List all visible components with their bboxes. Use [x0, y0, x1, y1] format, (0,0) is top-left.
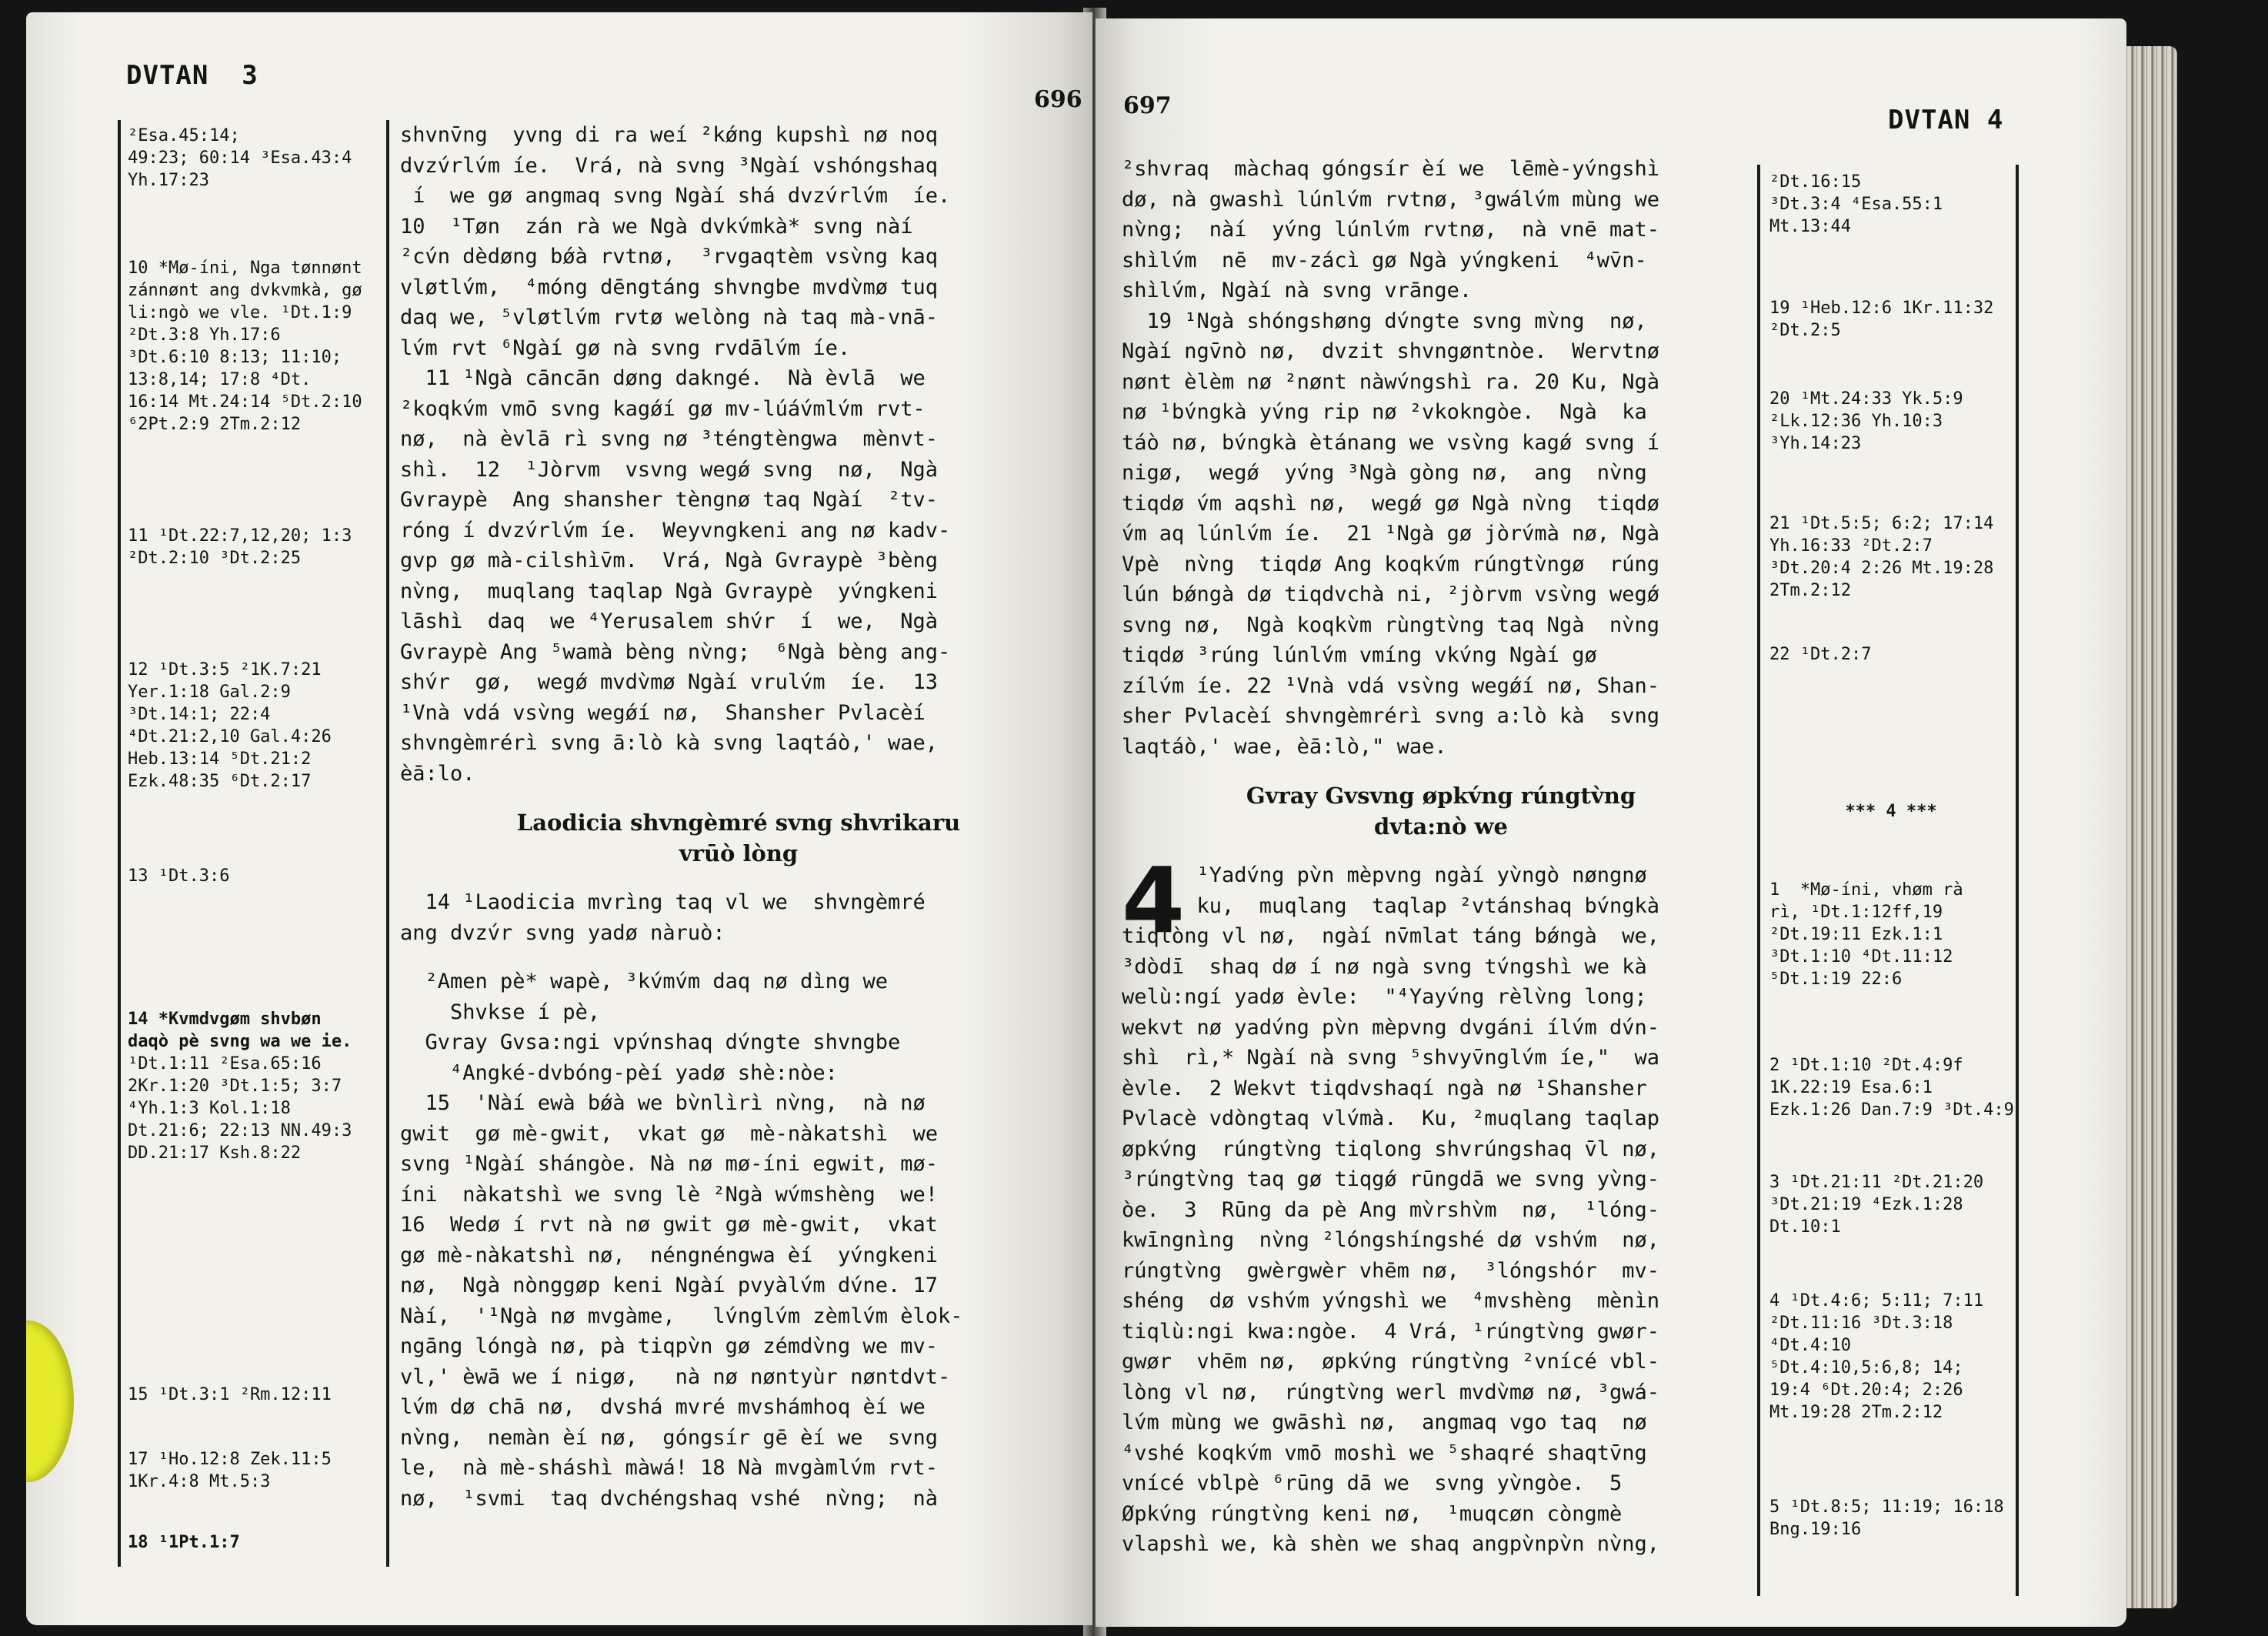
text-line: tiqdø ³rúng lúnlv́m vmíng vkv́ng Ngàí gø — [1122, 643, 1597, 667]
text-line: 20 ¹Mt.24:33 Yk.5:9 — [1769, 389, 1963, 409]
chapter-number-drop-cap: 4 — [1122, 847, 1186, 953]
text-line: 15 'Nàí ewà bǿà we bv̀nlìrì nv̀ng, nà nø — [400, 1091, 926, 1115]
text-line: 19 ¹Heb.12:6 1Kr.11:32 — [1769, 299, 1994, 318]
text-line: ¹Yadv́ng pv̀n mèpvng ngàí yv̀ngò nøngnø — [1122, 863, 1647, 887]
text-line: ²Dt.2:10 ³Dt.2:25 — [128, 549, 302, 568]
text-line: gø mè-nàkatshì nø, néngnéngwa èí yv́ngkeni — [400, 1243, 938, 1267]
right-page — [1096, 18, 2126, 1627]
running-head-right: DVTAN 4 — [1888, 105, 2004, 135]
ref-block — [1769, 297, 2013, 342]
section-heading: Laodicia shvngèmré svng shvrikaru — [516, 810, 961, 836]
text-line: gwit gø mè-gwit, vkat gø mè-nàkatshì we — [400, 1121, 938, 1146]
text-line: shéng dø vshv́m yv́ngshì we ⁴mvshèng mènìn — [1122, 1289, 1659, 1313]
ref-block — [128, 125, 382, 192]
text-line: 13:8,14; 17:8 ⁴Dt. — [128, 370, 312, 389]
text-line: ⁵Dt.4:10,5:6,8; 14; — [1769, 1358, 1963, 1377]
text-line: Nàí, '¹Ngà nø mvgàme, lv́nglv́m zèmlv́m èlok- — [400, 1304, 963, 1328]
text-line: 15 ¹Dt.3:1 ²Rm.12:11 — [128, 1385, 332, 1404]
text-line: Pvlacè vdòngtaq vlv́mà. Ku, ²muqlang taqlap — [1122, 1107, 1659, 1130]
text-line: daqò pè svng wa we ie. — [128, 1032, 352, 1051]
text-line: Heb.13:14 ⁵Dt.21:2 — [128, 750, 312, 769]
text-line: ²Dt.11:16 ³Dt.3:18 — [1769, 1314, 1953, 1333]
text-line: ¹Vnà vdá vsv̀ng wegǿí nø, Shansher Pvlacèí — [400, 700, 926, 725]
text-line: ²koqkv́m vmō svng kagǿí gø mv-lúáv́mlv́m rvt- — [400, 396, 926, 421]
text-line: svng nø, Ngà koqkv̀m rùngtv̀ng taq Ngà nv̀ng — [1122, 613, 1659, 637]
ref-block — [128, 525, 382, 569]
text-line: nv̀ng; nàí yv́ng lúnlv́m rvtnø, nà vnē mat- — [1122, 218, 1659, 242]
text-line: íni nàkatshì we svng lè ²Ngà wv́mshèng we! — [400, 1182, 938, 1207]
text-line: ²shvraq màchaq góngsír èí we lēmè-yv́ngshì — [1122, 157, 1659, 181]
text-line: 22 ¹Dt.2:7 — [1769, 645, 1872, 664]
ref-block — [1769, 1054, 2013, 1121]
text-line: tiqdø v́m aqshì nø, wegǿ gø Ngà nv̀ng tiqdø — [1122, 491, 1659, 516]
text-line: shì rì,* Ngàí nà svng ⁵shvyv̄nglv́m íe," wa — [1122, 1046, 1659, 1070]
text-line: nv̀ng, nemàn èí nø, góngsír gē èí we svng — [400, 1425, 938, 1450]
text-line: nigø, wegǿ yv́ng ³Ngà gòng nø, ang nv̀ng — [1122, 461, 1647, 485]
section-heading: Gvray Gvsvng øpkv́ng rúngtv̀ng — [1246, 783, 1636, 809]
chapter-marker — [1769, 800, 2013, 823]
text-line: 11 ¹Dt.22:7,12,20; 1:3 — [128, 526, 352, 546]
text-line: 1K.22:19 Esa.6:1 — [1769, 1078, 1933, 1097]
text-line: nø, nà èvlā rì svng nø ³téngtèngwa mènvt- — [400, 427, 938, 451]
text-line: ¹Dt.1:11 ²Esa.65:16 — [128, 1054, 322, 1073]
text-line: ²Dt.2:5 — [1769, 321, 1841, 340]
text-line: 11 ¹Ngà cāncān døng dakngé. Nà èvlā we — [400, 366, 926, 390]
ref-block — [128, 865, 382, 887]
text-line: 16:14 Mt.24:14 ⁵Dt.2:10 — [128, 392, 362, 412]
text-line: èvle. 2 Wekvt tiqdvshaqí ngà nø ¹Shansher — [1122, 1076, 1647, 1100]
ref-block — [1769, 1496, 2013, 1541]
text-line: Ezk.48:35 ⁶Dt.2:17 — [128, 772, 312, 791]
yellow-sticker — [26, 1320, 74, 1482]
text-line: shv́r gø, wegǿ mvdv̀mø Ngàí vrulv́m íe. 13 — [400, 670, 938, 694]
text-line: rúngtv̀ng gwèrgwèr vhēm nø, ³lóngshór mv- — [1122, 1258, 1659, 1283]
text-line: 1Kr.4:8 Mt.5:3 — [128, 1472, 271, 1491]
page-number-right: 697 — [1123, 92, 1172, 119]
text-line: 2Kr.1:20 ³Dt.1:5; 3:7 — [128, 1077, 342, 1096]
text-line: ⁶2Pt.2:9 2Tm.2:12 — [128, 415, 302, 434]
main-text-right — [1122, 154, 1760, 1560]
text-line: ⁴Angké-dvbóng-pèí yadø shè:nòe: — [400, 1060, 838, 1085]
text-line: shìlv́m, Ngàí nà svng vrānge. — [1122, 279, 1473, 302]
text-line: ³Dt.6:10 8:13; 11:10; — [128, 348, 342, 367]
ref-block — [1769, 513, 2013, 602]
text-line: shvnv̄ng yvng di ra weí ²kǿng kupshì nø noq — [400, 123, 938, 147]
text-line: nønt èlèm nø ²nønt nàwv́ngshì ra. 20 Ku, Ngà — [1122, 369, 1659, 394]
text-line: shì. 12 ¹Jòrvm vsvng wegǿ svng nø, Ngà — [400, 457, 938, 482]
text-line: Øpkv́ng rúngtv̀ng keni nø, ¹muqcøn còngmè — [1122, 1501, 1623, 1526]
text-line: DD.21:17 Ksh.8:22 — [128, 1144, 302, 1163]
text-line: ⁴Dt.4:10 — [1769, 1336, 1851, 1355]
text-line: ³dòdī shaq dø í nø ngà svng tv́ngshì we kà — [1122, 954, 1647, 979]
text-line: Bng.19:16 — [1769, 1520, 1862, 1539]
text-line: ³rúngtv̀ng taq gø tiqgǿ rūngdā we svng yv̀ng- — [1122, 1167, 1659, 1191]
text-line: Dt.10:1 — [1769, 1217, 1841, 1237]
text-line: Mt.13:44 — [1769, 217, 1851, 236]
text-line: lv́m rvt ⁶Ngàí gø nà svng rvdālv́m íe. — [400, 336, 851, 360]
text-line: Dt.21:6; 22:13 NN.49:3 — [128, 1121, 352, 1140]
text-line: Yer.1:18 Gal.2:9 — [128, 683, 291, 702]
text-line: 2 ¹Dt.1:10 ²Dt.4:9f — [1769, 1056, 1963, 1075]
ref-block — [128, 659, 382, 793]
text-line: vl,' èwā we í nigø, nà nø nøntyùr nøntdvt- — [400, 1364, 951, 1389]
text-line: lòng vl nø, rúngtv̀ng werl mvdv̀mø nø, ³gwá- — [1122, 1380, 1659, 1404]
text-line: Ngàí ngv̄nò nø, dvzit shvngøntnòe. Wervtnø — [1122, 339, 1659, 363]
ref-block — [1769, 171, 2013, 238]
text-line: Mt.19:28 2Tm.2:12 — [1769, 1403, 1943, 1422]
page-number-left: 696 — [1034, 86, 1082, 113]
text-line: ku, muqlang taqlap ²vtánshaq bv́ngkà — [1122, 893, 1659, 918]
text-line: dvzv́rlv́m íe. Vrá, nà svng ³Ngàí vshóngshaq — [400, 153, 938, 178]
text-line: gwør vhēm nø, øpkv́ng rúngtv̀ng ²vnícé vbl- — [1122, 1350, 1659, 1374]
text-line: nø, Ngà nònggøp keni Ngàí pvyàlv́m dv́ne. 17 — [400, 1274, 938, 1297]
text-line: kwīngnìng nv̀ng ²lóngshíngshé dø vshv́m nø, — [1122, 1228, 1659, 1252]
ref-block — [128, 1008, 382, 1164]
text-line: nø, ¹svmi taq dvchéngshaq vshé nv̀ng; nà — [400, 1486, 938, 1511]
ref-block — [128, 1448, 382, 1493]
text-line: v́m aq lúnlv́m íe. 21 ¹Ngà gø jòrv́mà nø, Ngà — [1122, 522, 1659, 546]
text-line: ²Lk.12:36 Yh.10:3 — [1769, 412, 1943, 431]
text-line: ngāng lóngà nø, pà tiqpv̀n gø zémdv̀ng we mv- — [400, 1334, 938, 1358]
text-line: shìlv́m nē mv-zácì gø Ngà yv́ngkeni ⁴wv̄n- — [1122, 248, 1647, 272]
ref-block — [1769, 1171, 2013, 1238]
margin-references-left — [128, 125, 382, 1571]
text-line: zánnønt ang dvkvmkà, gø — [128, 281, 362, 300]
text-line: ang dvzv́r svng yadø nàruò: — [400, 920, 725, 945]
text-line: Ezk.1:26 Dan.7:9 ³Dt.4:9 — [1769, 1100, 2014, 1120]
text-line: òe. 3 Rūng da pè Ang mv̀rshv̀m nø, ¹lóng- — [1122, 1197, 1659, 1222]
text-line: 14 *Kvmdvgøm shvbøn — [128, 1010, 322, 1029]
text-line: nv̀ng, muqlang taqlap Ngà Gvraypè yv́ngkeni — [400, 579, 938, 603]
text-line: daq we, ⁵vløtlv́m rvtø welòng nà taq mà-vnā- — [400, 305, 938, 329]
text-line: 1 *Mø-íni, vhøm rà — [1769, 880, 1963, 900]
text-line: shvngèmrérì svng ā:lò kà svng laqtáò,' wae, — [400, 731, 938, 755]
margin-references-right — [1769, 171, 2013, 1594]
text-line: 21 ¹Dt.5:5; 6:2; 17:14 — [1769, 514, 1994, 533]
chapter-4-text — [1122, 847, 1760, 1560]
text-line: lāshì daq we ⁴Yerusalem shv́r í we, Ngà — [400, 609, 938, 633]
text-line: 49:23; 60:14 ³Esa.43:4 — [128, 149, 352, 168]
text-line: le, nà mè-sháshì màwá! 18 Nà mvgàmlv́m rvt- — [400, 1456, 938, 1480]
text-line: 10 ¹Tøn zán rà we Ngà dvkv́mkà* svng nàí — [400, 214, 913, 239]
text-line: 12 ¹Dt.3:5 ²1K.7:21 — [128, 660, 322, 679]
text-line: dø, nà gwashì lúnlv́m rvtnø, ³gwálv́m mùng we — [1122, 187, 1659, 212]
text-line: lv́m dø chā nø, dvshá mvré mvshámhoq èí we — [400, 1395, 926, 1419]
text-line: zílv́m íe. 22 ¹Vnà vdá vsv̀ng wegǿí nø, Shan- — [1122, 673, 1659, 698]
text-line: ²cv́n dèdøng bǿà rvtnø, ³rvgaqtèm vsv̀ng kaq — [400, 245, 938, 269]
text-line: tiqlòng vl nø, ngàí nv̄mlat táng bǿngà we, — [1122, 924, 1659, 948]
left-page — [26, 12, 1092, 1625]
text-line: 13 ¹Dt.3:6 — [128, 866, 230, 886]
text-line: 16 Wedø í rvt nà nø gwit gø mè-gwit, vkat — [400, 1213, 938, 1237]
text-line: ³Yh.14:23 — [1769, 434, 1862, 453]
text-line: lún bǿngà dø tiqdvchà ni, ²jòrvm vsv̀ng wegǿ — [1122, 583, 1659, 606]
text-line: 18 ¹1Pt.1:7 — [128, 1533, 240, 1552]
margin-rule-outer — [118, 120, 121, 1567]
text-line: øpkv́ng rúngtv̀ng tiqlong shvrúngshaq v̄l nø, — [1122, 1137, 1659, 1161]
ref-block — [128, 1531, 382, 1554]
text-line: lv́m mùng we gwāshì nø, angmaq vgo taq nø — [1122, 1411, 1647, 1434]
text-line: ²Dt.16:15 — [1769, 172, 1862, 192]
text-line: ³Dt.3:4 ⁴Esa.55:1 — [1769, 195, 1943, 214]
text-line: Shvkse í pè, — [400, 1000, 601, 1024]
text-line: 3 ¹Dt.21:11 ²Dt.21:20 — [1769, 1173, 1984, 1192]
section-heading-line-2: dvta:nò we — [1374, 813, 1508, 840]
text-line: laqtáò,' wae, èā:lò," wae. — [1122, 734, 1447, 759]
text-line: 14 ¹Laodicia mvrìng taq vl we shvngèmré — [400, 890, 926, 914]
text-line: welù:ngí yadø èvle: "⁴Yayv́ng rèlv̀ng long; — [1122, 985, 1647, 1009]
text-line: vlapshì we, kà shèn we shaq angpv̀npv̀n nv̀ng, — [1122, 1532, 1659, 1556]
ref-block — [128, 257, 382, 436]
text-line: gvp gø mà-cilshìv̄m. Vrá, Ngà Gvraypè ³bèng — [400, 549, 938, 573]
text-line: vløtlv́m, ⁴móng dēngtáng shvngbe mvdv̀mø tuq — [400, 275, 938, 299]
text-line: sher Pvlacèí shvngèmrérì svng a:lò kà svng — [1122, 704, 1659, 728]
text-line: 5 ¹Dt.8:5; 11:19; 16:18 — [1769, 1497, 2004, 1517]
text-line: Yh.17:23 — [128, 171, 209, 190]
text-line: tiqlù:ngi kwa:ngòe. 4 Vrá, ¹rúngtv̀ng gwør- — [1122, 1319, 1659, 1344]
margin-rule-outer — [2016, 165, 2019, 1596]
ref-block — [1769, 643, 2013, 666]
text-line: *** 4 *** — [1845, 802, 1937, 821]
text-line: ³Dt.1:10 ⁴Dt.11:12 — [1769, 947, 1953, 967]
ref-block — [1769, 879, 2013, 990]
text-line: nø ¹bv́ngkà yv́ng rip nø ²vkokngòe. Ngà ka — [1122, 400, 1647, 424]
text-line: ³Dt.20:4 2:26 Mt.19:28 — [1769, 559, 1994, 578]
text-line: ²Dt.19:11 Ezk.1:1 — [1769, 925, 1943, 944]
text-line: ⁴Yh.1:3 Kol.1:18 — [128, 1099, 291, 1118]
text-line: 19:4 ⁶Dt.20:4; 2:26 — [1769, 1381, 1963, 1400]
text-line: 2Tm.2:12 — [1769, 581, 1851, 600]
text-line: í we gø angmaq svng Ngàí shá dvzv́rlv́m íe. — [400, 184, 951, 208]
text-line: 19 ¹Ngà shóngshøng dv́ngte svng mv̀ng nø, — [1122, 309, 1647, 333]
text-line: èā:lo. — [400, 761, 475, 786]
main-text-left — [400, 120, 1077, 1514]
text-line: táò nø, bv́ngkà ètánang we vsv̀ng kagǿ svng í — [1122, 430, 1659, 455]
text-line: ²Amen pè* wapè, ³kv́mv́m daq nø dìng we — [400, 970, 888, 993]
section-heading-line-2: vrūò lòng — [679, 840, 799, 866]
text-line: ⁴Dt.21:2,10 Gal.4:26 — [128, 727, 332, 746]
text-line: 10 *Mø-íni, Nga tønnønt — [128, 259, 362, 278]
text-line: 4 ¹Dt.4:6; 5:11; 7:11 — [1769, 1291, 1984, 1310]
text-line: wekvt nø yadv́ng pv̀n mèpvng dvgáni ílv́m dv́n- — [1122, 1015, 1659, 1040]
text-line: Gvraypè Ang ⁵wamà bèng nv̀ng; ⁶Ngà bèng ang- — [400, 639, 951, 664]
text-line: Yh.16:33 ²Dt.2:7 — [1769, 536, 1933, 556]
text-line: li:ngò we vle. ¹Dt.1:9 — [128, 303, 352, 322]
text-line: Vpè nv̀ng tiqdø Ang koqkv́m rúngtv̀ngø rúng — [1122, 552, 1659, 576]
text-line: 17 ¹Ho.12:8 Zek.11:5 — [128, 1450, 332, 1469]
ref-block — [128, 1384, 382, 1406]
text-line: vnícé vblpè ⁶rūng dā we svng yv̀ngòe. 5 — [1122, 1471, 1623, 1495]
text-line: ⁴vshé koqkv́m vmō moshì we ⁵shaqré shaqtv̄ng — [1122, 1441, 1647, 1465]
ref-block — [1769, 388, 2013, 455]
text-line: ³Dt.14:1; 22:4 — [128, 705, 271, 724]
running-head-left: DVTAN 3 — [126, 60, 258, 91]
text-line: rì, ¹Dt.1:12ff,19 — [1769, 903, 1943, 922]
text-line: ³Dt.21:19 ⁴Ezk.1:28 — [1769, 1195, 1963, 1214]
text-line: ⁵Dt.1:19 22:6 — [1769, 970, 1903, 989]
ref-block — [1769, 1290, 2013, 1424]
text-line: róng í dvzv́rlv́m íe. Weyvngkeni ang nø kadv- — [400, 518, 951, 543]
text-line: ²Esa.45:14; — [128, 126, 240, 145]
text-line: ²Dt.3:8 Yh.17:6 — [128, 326, 281, 345]
text-line: svng ¹Ngàí shángòe. Nà nø mø-íni egwit, mø- — [400, 1152, 938, 1176]
margin-rule-inner — [386, 120, 389, 1567]
text-line: Gvraypè Ang shansher tèngnø taq Ngàí ²tv- — [400, 488, 938, 512]
text-line: Gvray Gvsa:ngi vpv́nshaq dv́ngte shvngbe — [400, 1030, 901, 1054]
